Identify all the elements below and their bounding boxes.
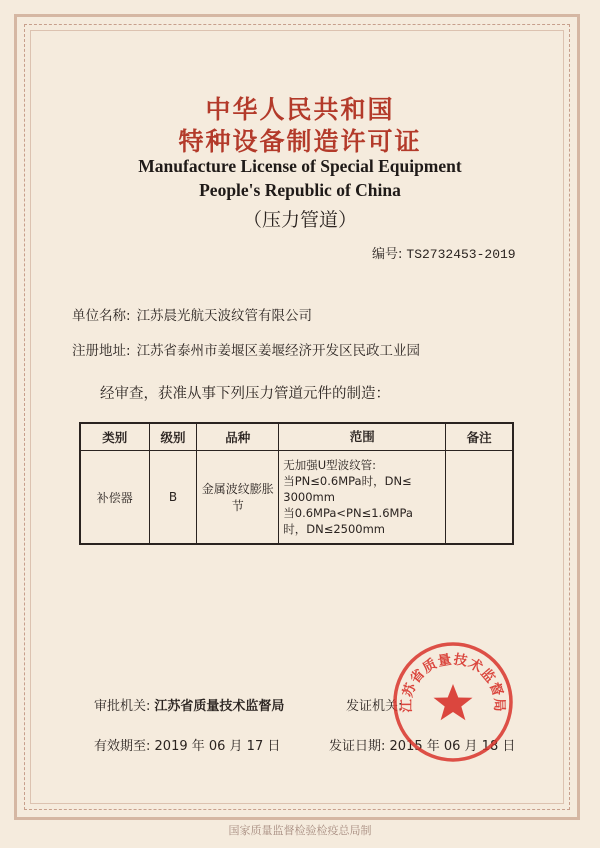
address-label: 注册地址: <box>72 343 131 359</box>
header-level: 级别 <box>149 423 197 451</box>
valid-until-label: 有效期至: <box>94 739 151 754</box>
address-field <box>72 339 420 359</box>
title-cn-line1: 中华人民共和国 <box>205 95 395 124</box>
scope-line: 时，DN≤2500mm <box>283 522 386 536</box>
scope-line: 当PN≤0.6MPa时，DN≤ <box>283 474 412 488</box>
table-row <box>80 451 513 545</box>
address-value: 江苏省泰州市姜堰区姜堰经济开发区民政工业园 <box>136 343 421 359</box>
unit-name-value: 江苏晨光航天波纹管有限公司 <box>136 308 313 324</box>
title-en-line2: People's Republic of China <box>199 180 401 200</box>
valid-until <box>94 735 280 754</box>
license-number-label: 编号: <box>372 247 403 262</box>
approval-authority <box>94 695 284 714</box>
header-variety: 品种 <box>197 423 279 451</box>
cell-level: B <box>149 451 197 545</box>
unit-name-field <box>72 304 312 324</box>
scope-line: 3000mm <box>283 490 335 504</box>
header-remarks: 备注 <box>446 423 513 451</box>
approval-statement: 经审查，获准从事下列压力管道元件的制造： <box>100 386 390 402</box>
cell-category: 补偿器 <box>80 451 149 545</box>
cell-remarks <box>446 451 513 545</box>
issuer-footer-text: 国家质量监督检验检疫总局制 <box>228 824 372 837</box>
subtitle: （压力管道） <box>242 209 357 231</box>
approval-authority-value: 江苏省质量技术监督局 <box>154 699 285 714</box>
scope-line: 当0.6MPa<PN≤1.6MPa <box>283 506 413 520</box>
header-category: 类别 <box>80 423 149 451</box>
scope-line: 无加强U型波纹管: <box>283 458 377 472</box>
valid-until-value: 2019 年 06 月 17 日 <box>154 739 281 754</box>
cell-variety: 金属波纹膨胀节 <box>197 451 279 545</box>
official-seal <box>391 640 515 764</box>
issue-date-value: 2015 年 06 月 18 日 <box>389 739 516 754</box>
license-number-value: TS2732453-2019 <box>406 247 516 262</box>
items-table <box>79 422 514 545</box>
seal-text: 江苏省质量技术监督局 <box>398 651 508 713</box>
unit-name-label: 单位名称: <box>72 308 131 324</box>
cell-scope <box>279 451 446 545</box>
table-header-row <box>80 423 513 451</box>
approval-authority-label: 审批机关: <box>94 699 151 714</box>
header-scope: 范围 <box>279 423 446 451</box>
title-cn-line2: 特种设备制造许可证 <box>178 127 422 156</box>
title-en-line1: Manufacture License of Special Equipment <box>138 156 462 176</box>
seal-star-icon <box>434 684 473 720</box>
license-number <box>372 243 516 262</box>
issuing-authority-label: 发证机关: <box>346 699 403 714</box>
issue-date-label: 发证日期: <box>329 739 386 754</box>
